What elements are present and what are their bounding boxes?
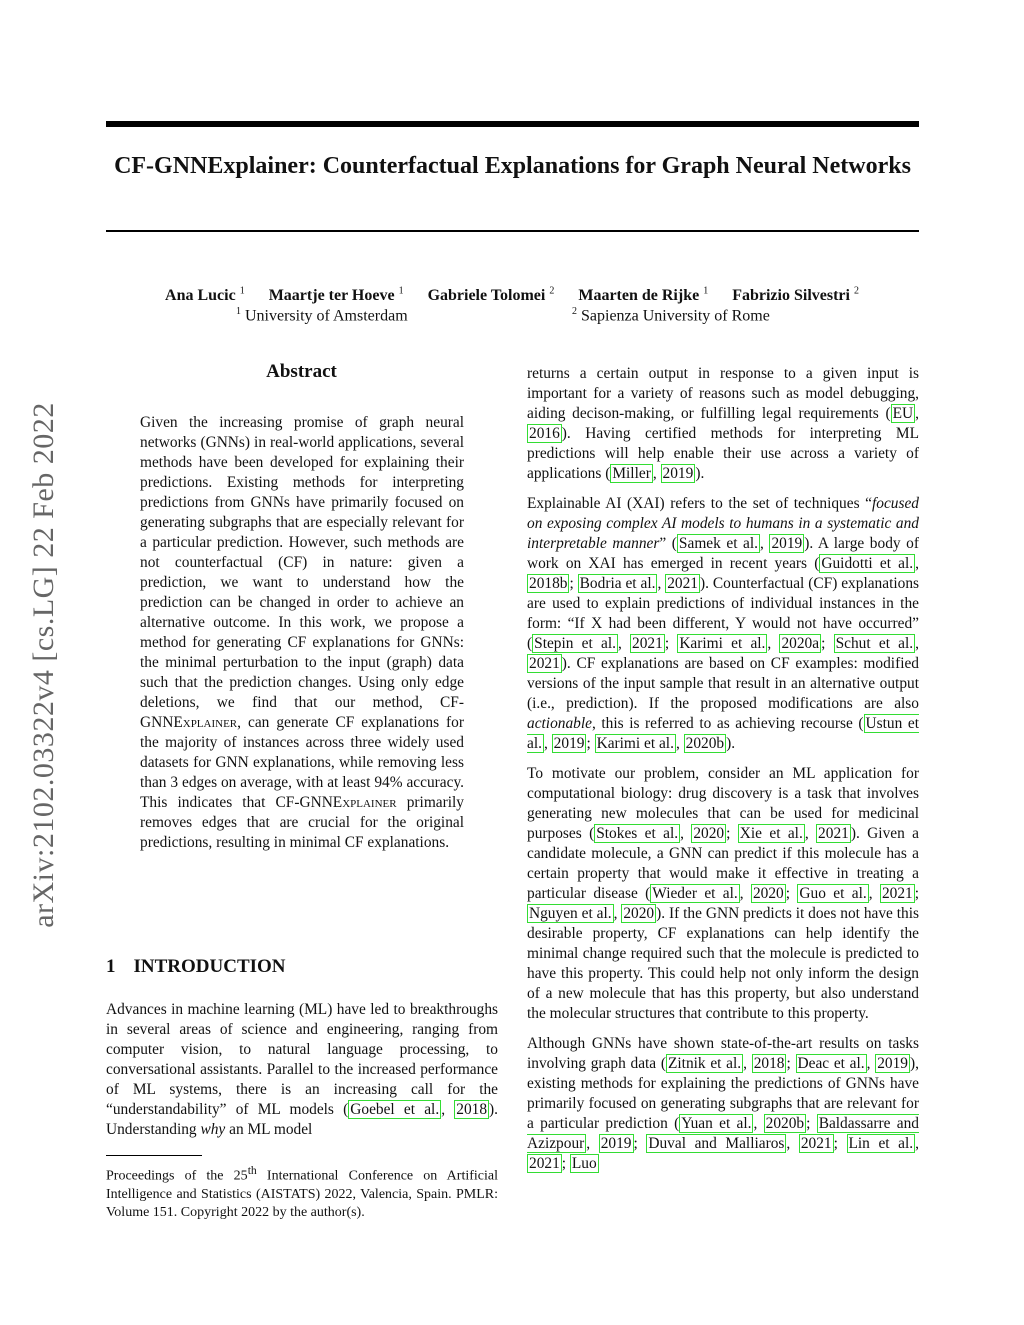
citation-link[interactable]: 2021: [818, 825, 849, 842]
citation-link[interactable]: 2021: [800, 1135, 832, 1152]
citation-link[interactable]: EU: [892, 405, 914, 422]
affiliation-2: $^2$ Sapienza University of Rome: [572, 306, 770, 325]
citation-link[interactable]: Ustun et al.: [527, 715, 919, 752]
section-heading: 1 INTRODUCTION: [106, 956, 286, 977]
citation-link[interactable]: 2021: [529, 655, 560, 672]
citation-link[interactable]: Lin et al.: [848, 1135, 914, 1152]
citation-link[interactable]: Nguyen et al.: [529, 905, 612, 922]
citation-link[interactable]: Wieder et al.: [652, 885, 738, 902]
citation-link[interactable]: 2021: [881, 885, 913, 902]
citation-link[interactable]: 2020b: [685, 735, 725, 752]
citation-link[interactable]: 2019: [553, 735, 585, 752]
citation-link[interactable]: 2021: [632, 635, 663, 652]
right-column: [527, 364, 919, 1184]
citation-link[interactable]: Stokes et al.: [596, 825, 679, 842]
affiliation-1: $^1$ University of Amsterdam: [236, 306, 408, 325]
author-5: Fabrizio Silvestri $^2$: [732, 286, 859, 305]
citation-link[interactable]: Goebel et al.: [350, 1101, 440, 1118]
intro-paragraph: Advances in machine learning (ML) have led to breakthroughs in several areas of science and engineering, ranging from computer vision, to natural language processing, to conversational assistants. Parallel to the increased performance of ML systems, there is an increasing call for the “understandability” of ML models ( Goebel et al. , 2018 ). Understanding why an ML model: [106, 1001, 499, 1138]
author-2: Maartje ter Hoeve $^1$: [268, 286, 404, 305]
footnote: Proceedings of the 25th International Conference on Artificial Intelligence and Statistics (AISTATS) 2022, Valencia, Spain. PMLR: Volume 151. Copyright 2022 by the author(s).: [106, 1164, 498, 1220]
citation-link[interactable]: 2018b: [529, 575, 568, 592]
paragraph: returns a certain output in response to a given input is important for a variety of reasons such as model debugging, aiding decison-making, or fulfilling legal requirements ( EU , 2016 ). Having certified methods for interpreting ML predictions will help enable their use across a variety of applications ( Miller , 2019 ).: [527, 365, 919, 482]
citation-link[interactable]: 2019: [877, 1055, 908, 1072]
paper-title: CF-GNNExplainer: Counterfactual Explanations for Graph Neural Networks: [114, 153, 911, 179]
citation-link[interactable]: 2018: [753, 1055, 785, 1072]
citation-link[interactable]: Miller: [612, 465, 651, 482]
citation-link[interactable]: 2020: [623, 905, 655, 922]
citation-link[interactable]: Xie et al.: [739, 825, 803, 842]
abstract-text: Given the increasing promise of graph neural networks (GNNs) in real-world applications, several methods have been developed for explaining their predictions. Existing methods for interpreting predictions from GNNs have primarily focused on generating subgraphs that are especially relevant for a particular prediction. However, such methods are not counterfactual (CF) in nature: given a prediction, we want to understand how the prediction can be changed in order to achieve an alternative outcome. In this work, we propose a method for generating CF explanations for GNNs: the minimal perturbation to the input (graph) data such that the prediction changes. Using only edge deletions, we find that our method, CF-GNNExplainer, can generate CF explanations for the majority of instances across three widely used datasets for GNN explanations, while removing less than 3 edges on average, with at least 94% accuracy. This indicates that CF-GNNExplainer primarily removes edges that are crucial for the original predictions, resulting in minimal CF explanations.: [140, 414, 465, 851]
citation-link[interactable]: Zitnik et al.: [667, 1055, 742, 1072]
citation-link[interactable]: 2021: [529, 1155, 560, 1172]
paragraph: Explainable AI (XAI) refers to the set of techniques “focused on exposing complex AI models to humans in a systematic and interpretable manner” ( Samek et al. , 2019 ). A large body of work on XAI has emerged in recent years ( Guidotti et al. , 2018b ; Bodria et al. , 2021 ). Counterfactual (CF) explanations are used to explain predictions of individual instances in the form: “If X had been different, Y would not have occurred” ( Stepin et al. , 2021 ; Karimi et al. , 2020a ; Schut et al. , 2021 ). CF explanations are based on CF examples: modified versions of the input sample that result in an alternative output (i.e., prediction). If the proposed modifications are also actionable, this is referred to as achieving recourse ( Ustun et al. , 2019 ; Karimi et al. , 2020b ).: [527, 495, 920, 752]
citation-link[interactable]: 2021: [667, 575, 698, 592]
paragraph: To motivate our problem, consider an ML application for computational biology: drug discovery is a task that involves generating new molecules that can be used for medicinal purposes ( Stokes et al. , 2020 ; Xie et al. , 2021 ). Given a candidate molecule, a GNN can predict if this molecule has a certain property that would make it effective in treating a particular disease ( Wieder et al. , 2020 ; Guo et al. , 2021 ; Nguyen et al. , 2020 ). If the GNN predicts it does not have this desirable property, CF explanations can help identify the minimal change required such that the molecule is predicted to have this property. This could help not only inform the design of a new molecule that has this property, but also understand the molecular structures that contribute to this property.: [527, 765, 920, 1022]
title-top-rule: [106, 121, 919, 127]
citation-link[interactable]: 2020a: [781, 635, 820, 652]
citation-link[interactable]: Deac et al.: [797, 1055, 865, 1072]
author-1: Ana Lucic $^1$: [165, 286, 245, 305]
citation-link[interactable]: 2019: [771, 535, 803, 552]
citation-link[interactable]: Yuan et al.: [681, 1115, 752, 1132]
author-4: Maarten de Rijke $^1$: [578, 286, 709, 305]
footnote-rule: [106, 1155, 202, 1156]
citation-link[interactable]: Guo et al.: [799, 885, 867, 902]
citation-link[interactable]: Luo: [571, 1155, 597, 1172]
citation-link[interactable]: 2019: [600, 1135, 632, 1152]
citation-link[interactable]: 2016: [529, 425, 560, 442]
author-3: Gabriele Tolomei $^2$: [427, 286, 555, 305]
citation-link[interactable]: Duval and Malliaros: [648, 1135, 785, 1152]
citation-link[interactable]: Samek et al.: [678, 535, 759, 552]
abstract-heading: Abstract: [266, 361, 337, 382]
title-bottom-rule: [106, 230, 919, 232]
citation-link[interactable]: 2020: [693, 825, 725, 842]
citation-link[interactable]: 2020b: [765, 1115, 805, 1132]
paragraph: Although GNNs have shown state-of-the-art results on tasks involving graph data ( Zitnik et al. , 2018 ; Deac et al. , 2019 ), existing methods for explaining the predictions of GNNs have primarily focused on generating subgraphs that are relevant for a particular prediction ( Yuan et al. , 2020b ; Baldassarre and Azizpour , 2019 ; Duval and Malliaros , 2021 ; Lin et al. , 2021 ; Luo: [527, 1035, 919, 1172]
citation-link[interactable]: Karimi et al.: [596, 735, 674, 752]
citation-link[interactable]: Schut et al.: [835, 635, 914, 652]
citation-link[interactable]: 2020: [752, 885, 784, 902]
citation-link[interactable]: Stepin et al.: [534, 635, 616, 652]
author-list: [60, 286, 964, 305]
citation-link[interactable]: 2018: [456, 1101, 488, 1118]
citation-link[interactable]: Baldassarre and Azizpour: [527, 1115, 919, 1152]
citation-link[interactable]: Guidotti et al.: [821, 555, 914, 572]
citation-link[interactable]: Karimi et al.: [679, 635, 766, 652]
citation-link[interactable]: Bodria et al.: [579, 575, 656, 592]
citation-link[interactable]: 2019: [662, 465, 694, 482]
